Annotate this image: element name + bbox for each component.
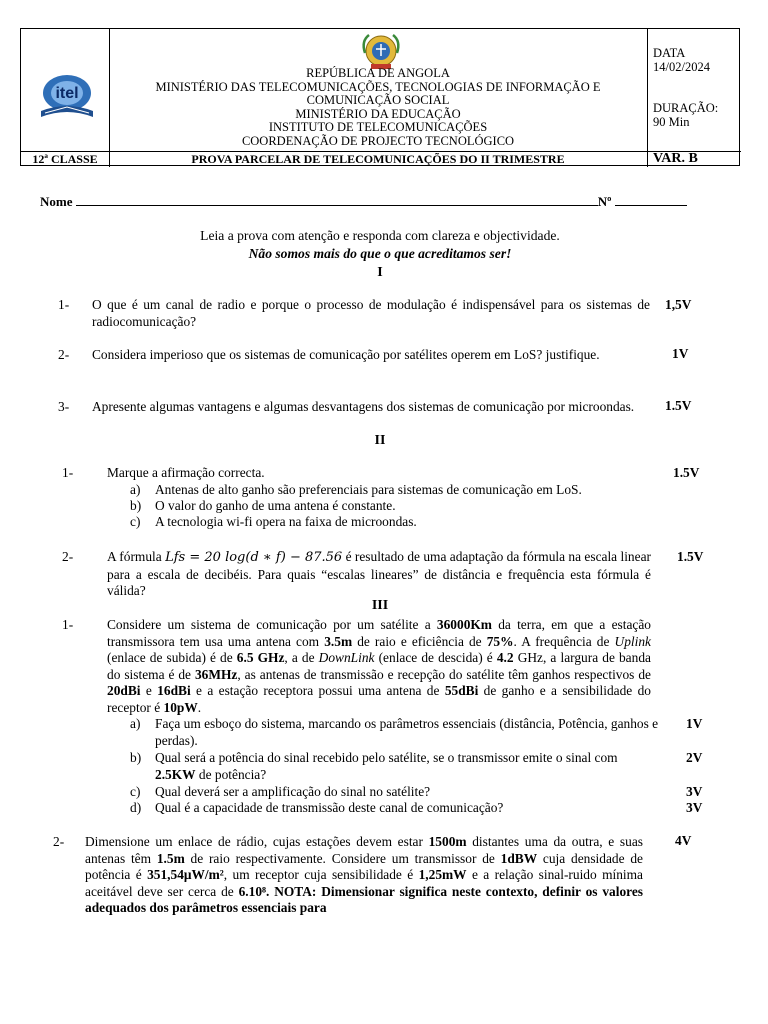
option-text: O valor do ganho de uma antena é constante. — [155, 498, 396, 513]
satellite-distance: 36000Km — [436, 617, 492, 632]
question-number: 2- — [53, 834, 65, 849]
angola-emblem-icon — [359, 31, 403, 71]
bandwidth: 36MHz — [194, 666, 238, 682]
subquestion-points: 2V — [686, 750, 703, 765]
question-number: 1- — [62, 465, 74, 480]
question-text — [107, 549, 651, 600]
header-line: COMUNICAÇÃO SOCIAL — [306, 93, 450, 107]
text-run: Dimensione um enlace de rádio, cujas estações devem estar — [85, 834, 423, 849]
antenna-efficiency: 75% — [486, 633, 514, 649]
text-run: (enlace de subida) é de — [107, 650, 233, 665]
text-run: de ganho e a sensibilidade do receptor é — [107, 683, 651, 715]
receiver-sensitivity: 1,25mW — [418, 867, 467, 882]
question-points: 1.5V — [677, 549, 704, 564]
option-text: Antenas de alto ganho são preferenciais para sistemas de comunicação em LoS. — [155, 482, 582, 497]
question-number: 2- — [58, 347, 70, 362]
text-run: GHz, a largura de banda do sistema é de — [107, 650, 651, 682]
text-run: Considere um sistema de comunicação por um satélite a — [107, 617, 431, 632]
subquestion-text: de potência? — [198, 766, 267, 782]
gain-tx: 20dBi — [107, 683, 141, 698]
question-points: 4V — [675, 833, 692, 848]
question-number: 1- — [62, 617, 74, 632]
header-line: COORDENAÇÃO DE PROJECTO TECNOLÓGICO — [241, 133, 515, 148]
note-text: . NOTA: Dimensionar significa neste contexto, definir os valores adequados dos parâmetros essenciais para — [85, 883, 644, 915]
duration-label: DURAÇÃO: — [653, 101, 719, 115]
downlink-term: DownLink — [318, 650, 375, 665]
text-run: , as antenas de transmissão e recepção do satélite têm ganhos respectivos de — [237, 666, 651, 682]
number-blank[interactable] — [615, 194, 687, 206]
text-run: e — [145, 683, 152, 698]
subquestion-label: a) — [130, 716, 141, 731]
question-text-pre: A fórmula — [107, 549, 162, 564]
subquestion-points: 3V — [686, 800, 703, 815]
subquestion-a — [130, 716, 660, 750]
motto-text: Não somos mais do que o que acreditamos ser! — [248, 246, 512, 261]
subquestion-points: 1V — [686, 716, 703, 731]
question-number: 3- — [58, 399, 70, 414]
header-line: REPÚBLICA DE ANGOLA — [306, 66, 450, 80]
question-points: 1.5V — [673, 465, 700, 480]
question-points: 1,5V — [665, 297, 692, 312]
uplink-term: Uplink — [614, 633, 651, 649]
text-run: de raio respectivamente. Considere um transmissor de — [190, 850, 495, 866]
option-a[interactable] — [130, 482, 670, 499]
header-line: INSTITUTO DE TELECOMUNICAÇÕES — [268, 120, 488, 134]
text-run: , a de — [284, 650, 315, 665]
name-field[interactable] — [40, 194, 687, 210]
section-title: III — [371, 598, 389, 613]
uplink-frequency: 6.5 GHz — [236, 650, 285, 665]
header-divider — [647, 29, 648, 167]
power-density: 351,54μW/m² — [147, 867, 224, 882]
text-run: distantes uma da outra, e suas antenas têm — [85, 834, 643, 866]
name-label: Nome — [40, 194, 73, 209]
text-run: de raio e eficiência de — [357, 633, 482, 649]
subquestion-d — [130, 800, 660, 817]
subquestion-points: 3V — [686, 784, 703, 799]
text-run: e a estação receptora possui uma antena de — [196, 683, 440, 698]
question-text — [107, 617, 651, 716]
text-run: . A frequência de — [513, 633, 610, 649]
date-label: DATA — [653, 46, 686, 60]
subquestion-b — [130, 750, 660, 784]
question-text-post: é resultado de uma adaptação da fórmula na escala linear para a escala de decibéis. Para quais “escalas lineares” de distância e frequência esta fórmula é válida? — [107, 549, 651, 598]
gain-station: 55dBi — [444, 683, 479, 698]
subquestion-c — [130, 784, 660, 801]
option-text: A tecnologia wi-fi opera na faixa de microondas. — [155, 514, 417, 529]
station-distance: 1500m — [428, 834, 467, 849]
question-number: 1- — [58, 297, 70, 312]
option-b[interactable] — [130, 498, 670, 515]
question-points: 1.5V — [665, 398, 692, 413]
header-line: MINISTÉRIO DAS TELECOMUNICAÇÕES, TECNOLOGIAS DE INFORMAÇÃO E — [155, 79, 601, 94]
lfs-formula: Lfs = 20 log(d ∗ f) − 87.56 — [165, 550, 343, 565]
transmit-power: 2.5KW — [155, 766, 196, 782]
question-text: Considera imperioso que os sistemas de comunicação por satélites operem em LoS? justifique. — [92, 347, 600, 362]
subquestion-label: b) — [130, 750, 142, 765]
duration-value: 90 Min — [653, 114, 690, 129]
subquestion-text: Faça um esboço do sistema, marcando os parâmetros essenciais (distância, Potência, ganhos e perdas). — [155, 716, 659, 748]
header-institution-lines — [109, 67, 647, 148]
option-c[interactable] — [130, 514, 670, 531]
date-value: 14/02/2024 — [653, 59, 710, 74]
text-run: , um receptor cuja sensibilidade é — [223, 867, 414, 882]
text-run: (enlace de descida) é — [378, 650, 493, 665]
antenna-radius: 3.5m — [324, 633, 353, 649]
subquestion-label: d) — [130, 800, 142, 815]
question-text: Apresente algumas vantagens e algumas desvantagens dos sistemas de comunicação por microondas. — [92, 399, 635, 414]
question-text — [85, 834, 643, 917]
option-label: c) — [130, 514, 141, 529]
gain-rx: 16dBi — [157, 683, 191, 698]
logo-text: itel — [55, 85, 79, 102]
text-run: e a relação sinal-ruido mínima aceitável deve ser cerca de — [85, 867, 643, 899]
date-duration-box — [653, 47, 718, 129]
header-line: MINISTÉRIO DA EDUCAÇÃO — [295, 106, 461, 121]
class-label: 12ª CLASSE — [32, 152, 98, 166]
antenna-radius: 1.5m — [156, 850, 185, 866]
receiver-sensitivity: 10pW — [163, 699, 198, 715]
number-label: Nº — [597, 194, 612, 209]
exam-title: PROVA PARCELAR DE TELECOMUNICAÇÕES DO II TRIMESTRE — [191, 152, 565, 166]
question-points: 1V — [672, 346, 689, 361]
question-text: Marque a afirmação correcta. — [107, 465, 265, 480]
option-label: a) — [130, 482, 141, 497]
option-label: b) — [130, 498, 142, 513]
itel-logo-icon — [33, 71, 101, 119]
transmitter-power: 1dBW — [500, 850, 538, 866]
subquestion-text: Qual é a capacidade de transmissão deste canal de comunicação? — [155, 800, 504, 815]
section-title: II — [374, 433, 386, 448]
header-table — [20, 28, 740, 166]
variant-label: VAR. B — [653, 151, 698, 166]
subquestion-label: c) — [130, 784, 141, 799]
name-blank[interactable] — [76, 194, 598, 206]
instruction-text: Leia a prova com atenção e responda com clareza e objectividade. — [200, 228, 560, 243]
downlink-frequency: 4.2 — [496, 650, 514, 665]
subquestion-text: Qual será a potência do sinal recebido pelo satélite, se o transmissor emite o sinal com — [155, 750, 618, 765]
question-text: O que é um canal de radio e porque o processo de modulação é indispensável para os sistemas de radiocomunicação? — [92, 297, 650, 329]
question-number: 2- — [62, 549, 74, 564]
section-title: I — [377, 265, 383, 280]
subquestion-text: Qual deverá ser a amplificação do sinal no satélite? — [155, 784, 431, 799]
text-run: da terra, em que a estação transmissora tem usa uma antena com — [107, 617, 651, 649]
text-run: . — [197, 699, 202, 715]
text-run: cuja densidade de potência é — [85, 850, 643, 882]
snr-value: 6.10⁸ — [238, 883, 267, 899]
